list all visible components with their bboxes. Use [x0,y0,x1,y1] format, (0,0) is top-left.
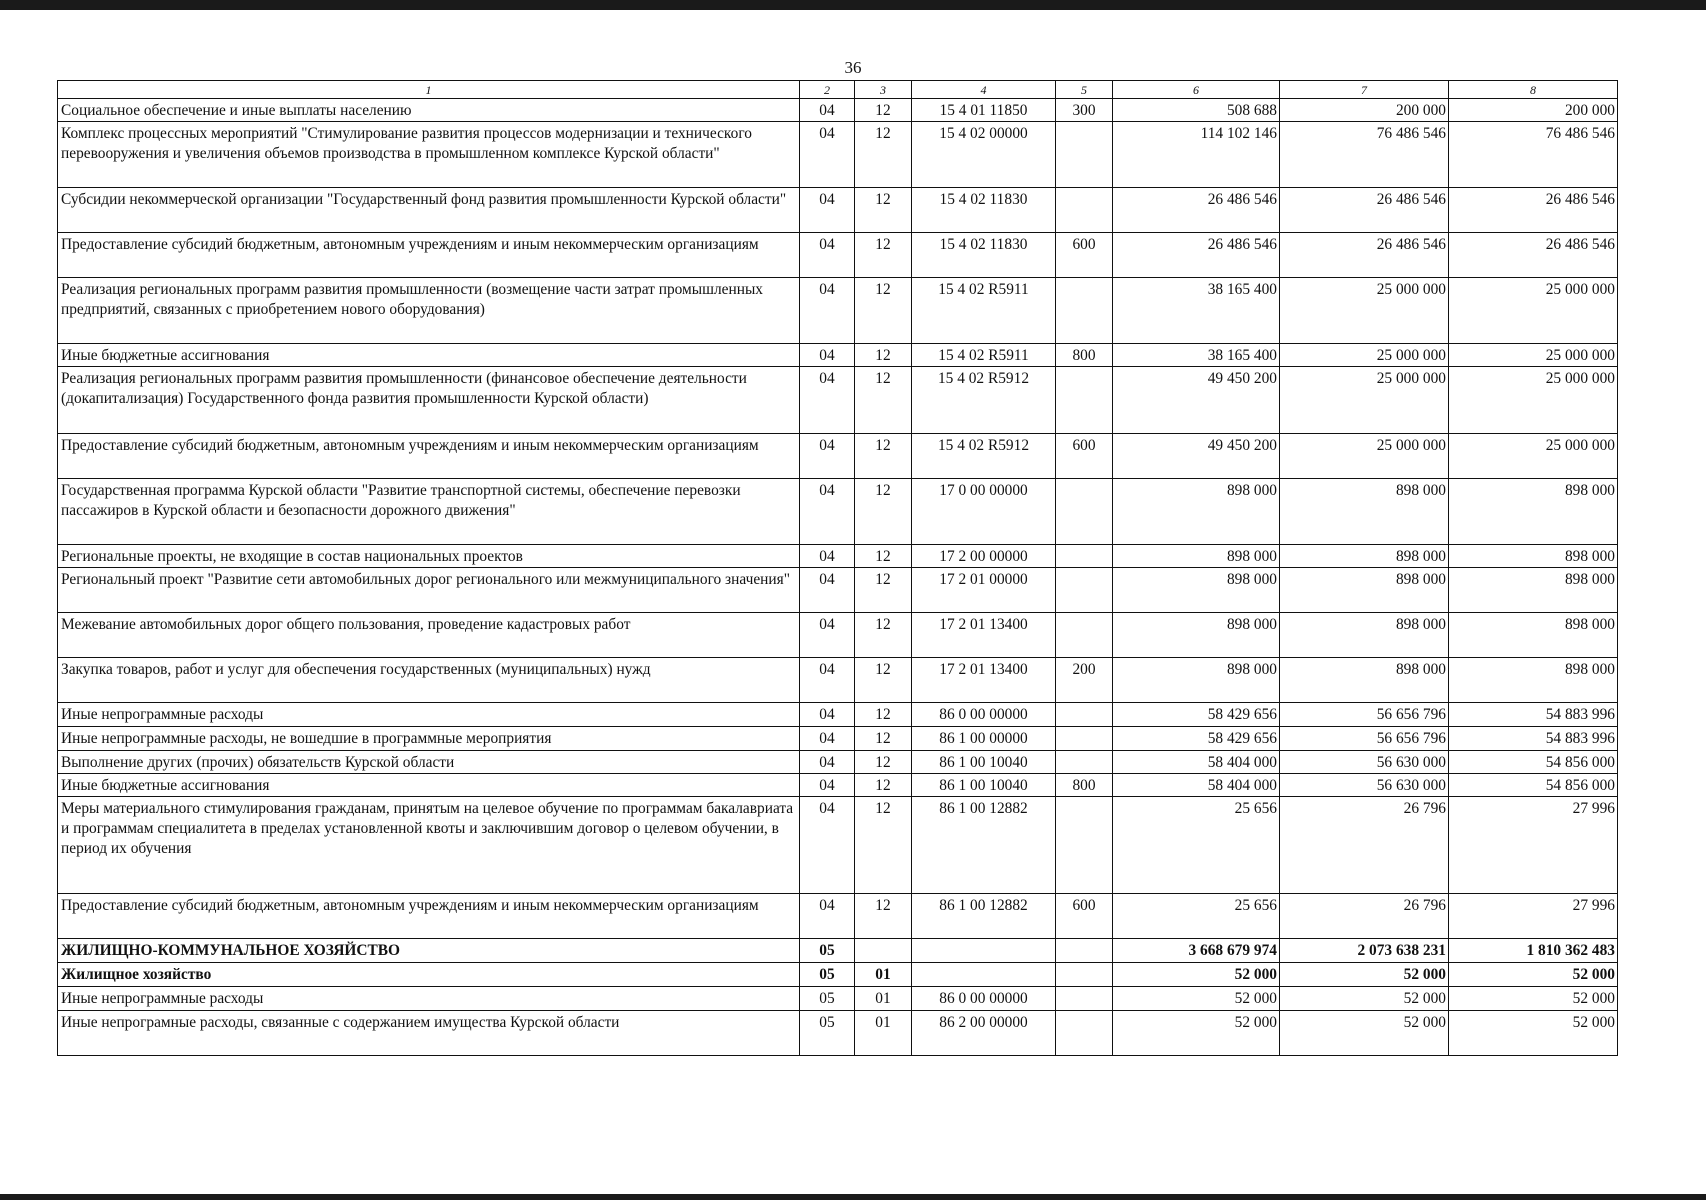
table-row [58,568,1618,613]
amount-col-6-cell: 898 000 [1113,613,1280,658]
amount-col-6-cell: 898 000 [1113,568,1280,613]
section-code-cell: 04 [800,545,855,568]
target-article-cell: 17 2 01 13400 [912,613,1056,658]
subsection-code-cell: 12 [855,434,912,479]
expense-type-cell [1056,122,1113,188]
table-row [58,774,1618,797]
row-name-cell: Предоставление субсидий бюджетным, автономным учреждениям и иным некоммерческим организациям [58,434,800,479]
target-article-cell: 15 4 02 R5912 [912,367,1056,434]
expense-type-cell [1056,987,1113,1011]
section-code-cell: 04 [800,278,855,344]
amount-col-8-cell: 26 486 546 [1449,233,1618,278]
amount-col-6-cell: 58 429 656 [1113,727,1280,751]
expense-type-cell [1056,278,1113,344]
amount-col-6-cell: 898 000 [1113,479,1280,545]
amount-col-8-cell: 898 000 [1449,479,1618,545]
amount-col-7-cell: 26 486 546 [1280,188,1449,233]
section-code-cell: 04 [800,751,855,774]
target-article-cell: 86 1 00 10040 [912,751,1056,774]
amount-col-7-cell: 56 656 796 [1280,727,1449,751]
subsection-code-cell: 12 [855,545,912,568]
amount-col-7-cell: 26 486 546 [1280,233,1449,278]
subsection-code-cell [855,939,912,963]
amount-col-8-cell: 27 996 [1449,797,1618,894]
amount-col-7-cell: 25 000 000 [1280,367,1449,434]
section-code-cell: 04 [800,774,855,797]
amount-col-7-cell: 25 000 000 [1280,344,1449,367]
row-name-cell: Предоставление субсидий бюджетным, автономным учреждениям и иным некоммерческим организациям [58,233,800,278]
subsection-code-cell: 12 [855,568,912,613]
scan-edge-top [0,0,1706,10]
row-name-cell: Иные непрограммные расходы [58,987,800,1011]
expense-type-cell [1056,751,1113,774]
subsection-code-cell: 12 [855,278,912,344]
section-code-cell: 04 [800,233,855,278]
header-col-8: 8 [1449,81,1618,99]
target-article-cell: 17 2 01 13400 [912,658,1056,703]
target-article-cell [912,963,1056,987]
header-col-2: 2 [800,81,855,99]
target-article-cell: 15 4 02 R5912 [912,434,1056,479]
row-name-cell: Иные бюджетные ассигнования [58,344,800,367]
row-name-cell: Реализация региональных программ развития промышленности (возмещение части затрат промышленных предприятий, связанных с приобретением нового оборудования) [58,278,800,344]
amount-col-8-cell: 898 000 [1449,658,1618,703]
expense-type-cell: 600 [1056,434,1113,479]
amount-col-7-cell: 200 000 [1280,99,1449,122]
amount-col-8-cell: 52 000 [1449,963,1618,987]
subsection-code-cell: 12 [855,613,912,658]
target-article-cell: 17 2 01 00000 [912,568,1056,613]
amount-col-6-cell: 25 656 [1113,894,1280,939]
amount-col-8-cell: 54 856 000 [1449,774,1618,797]
header-col-3: 3 [855,81,912,99]
amount-col-8-cell: 76 486 546 [1449,122,1618,188]
expense-type-cell: 200 [1056,658,1113,703]
subsection-code-cell: 01 [855,1011,912,1056]
section-code-cell: 04 [800,122,855,188]
table-row [58,1011,1618,1056]
expense-type-cell [1056,727,1113,751]
table-body [58,81,1618,1056]
section-code-cell: 04 [800,797,855,894]
amount-col-8-cell: 27 996 [1449,894,1618,939]
table-row [58,479,1618,545]
amount-col-7-cell: 52 000 [1280,987,1449,1011]
expense-type-cell [1056,479,1113,545]
table-row [58,122,1618,188]
budget-table [57,80,1618,1056]
amount-col-8-cell: 54 856 000 [1449,751,1618,774]
amount-col-7-cell: 25 000 000 [1280,278,1449,344]
target-article-cell: 15 4 02 R5911 [912,278,1056,344]
expense-type-cell: 800 [1056,344,1113,367]
table-row [58,344,1618,367]
amount-col-6-cell: 3 668 679 974 [1113,939,1280,963]
subsection-code-cell: 12 [855,99,912,122]
table-row [58,963,1618,987]
target-article-cell: 86 0 00 00000 [912,987,1056,1011]
table-row [58,545,1618,568]
target-article-cell: 15 4 02 R5911 [912,344,1056,367]
expense-type-cell [1056,188,1113,233]
amount-col-8-cell: 25 000 000 [1449,434,1618,479]
row-name-cell: Иные непрограмные расходы, связанные с содержанием имущества Курской области [58,1011,800,1056]
expense-type-cell [1056,545,1113,568]
section-code-cell: 04 [800,367,855,434]
target-article-cell: 86 1 00 12882 [912,797,1056,894]
section-code-cell: 04 [800,894,855,939]
row-name-cell: Комплекс процессных мероприятий "Стимулирование развития процессов модернизации и технического перевооружения и увеличения объемов производства в промышленном комплексе Курской области" [58,122,800,188]
section-code-cell: 05 [800,939,855,963]
header-col-4: 4 [912,81,1056,99]
subsection-code-cell: 12 [855,188,912,233]
section-code-cell: 04 [800,188,855,233]
header-col-1: 1 [58,81,800,99]
subsection-code-cell: 12 [855,233,912,278]
target-article-cell: 86 2 00 00000 [912,1011,1056,1056]
target-article-cell: 17 2 00 00000 [912,545,1056,568]
expense-type-cell [1056,1011,1113,1056]
amount-col-8-cell: 25 000 000 [1449,344,1618,367]
amount-col-6-cell: 26 486 546 [1113,188,1280,233]
table-row [58,703,1618,727]
page-number: 36 [844,58,862,77]
amount-col-8-cell: 52 000 [1449,1011,1618,1056]
expense-type-cell [1056,613,1113,658]
subsection-code-cell: 12 [855,774,912,797]
table-row [58,434,1618,479]
table-row [58,751,1618,774]
table-row [58,99,1618,122]
header-col-7: 7 [1280,81,1449,99]
section-code-cell: 04 [800,568,855,613]
amount-col-7-cell: 898 000 [1280,479,1449,545]
header-col-6: 6 [1113,81,1280,99]
amount-col-6-cell: 58 429 656 [1113,703,1280,727]
row-name-cell: Предоставление субсидий бюджетным, автономным учреждениям и иным некоммерческим организациям [58,894,800,939]
target-article-cell: 15 4 02 00000 [912,122,1056,188]
section-code-cell: 04 [800,479,855,545]
row-name-cell: Закупка товаров, работ и услуг для обеспечения государственных (муниципальных) нужд [58,658,800,703]
expense-type-cell [1056,568,1113,613]
scan-edge-bottom [0,1194,1706,1200]
expense-type-cell [1056,939,1113,963]
target-article-cell [912,939,1056,963]
row-name-cell: Иные непрограммные расходы, не вошедшие в программные мероприятия [58,727,800,751]
section-code-cell: 04 [800,99,855,122]
expense-type-cell [1056,963,1113,987]
subsection-code-cell: 12 [855,727,912,751]
table-row [58,233,1618,278]
row-name-cell: Социальное обеспечение и иные выплаты населению [58,99,800,122]
row-name-cell: Государственная программа Курской области "Развитие транспортной системы, обеспечение перевозки пассажиров в Курской области и безопасности дорожного движения" [58,479,800,545]
target-article-cell: 17 0 00 00000 [912,479,1056,545]
subsection-code-cell: 01 [855,987,912,1011]
table-row [58,188,1618,233]
amount-col-7-cell: 56 630 000 [1280,774,1449,797]
target-article-cell: 86 1 00 12882 [912,894,1056,939]
table-row [58,613,1618,658]
row-name-cell: Иные бюджетные ассигнования [58,774,800,797]
amount-col-7-cell: 898 000 [1280,568,1449,613]
amount-col-6-cell: 38 165 400 [1113,278,1280,344]
row-name-cell: Региональный проект "Развитие сети автомобильных дорог регионального или межмуниципального значения" [58,568,800,613]
amount-col-8-cell: 25 000 000 [1449,278,1618,344]
subsection-code-cell: 12 [855,658,912,703]
subsection-code-cell: 12 [855,703,912,727]
target-article-cell: 86 1 00 00000 [912,727,1056,751]
amount-col-6-cell: 25 656 [1113,797,1280,894]
subsection-code-cell: 12 [855,122,912,188]
amount-col-6-cell: 52 000 [1113,963,1280,987]
amount-col-7-cell: 898 000 [1280,658,1449,703]
row-name-cell: Иные непрограммные расходы [58,703,800,727]
amount-col-8-cell: 25 000 000 [1449,367,1618,434]
amount-col-6-cell: 49 450 200 [1113,367,1280,434]
target-article-cell: 86 1 00 10040 [912,774,1056,797]
amount-col-8-cell: 52 000 [1449,987,1618,1011]
table-row [58,658,1618,703]
amount-col-6-cell: 58 404 000 [1113,774,1280,797]
amount-col-8-cell: 898 000 [1449,613,1618,658]
amount-col-7-cell: 56 630 000 [1280,751,1449,774]
row-name-cell: Меры материального стимулирования гражданам, принятым на целевое обучение по программам бакалавриата и программам специалитета в пределах установленной квоты и заключившим договор о целевом обучении, в период их обучения [58,797,800,894]
amount-col-8-cell: 54 883 996 [1449,727,1618,751]
expense-type-cell: 300 [1056,99,1113,122]
section-code-cell: 04 [800,727,855,751]
section-code-cell: 04 [800,344,855,367]
target-article-cell: 86 0 00 00000 [912,703,1056,727]
amount-col-6-cell: 26 486 546 [1113,233,1280,278]
table-row [58,987,1618,1011]
table-row [58,939,1618,963]
amount-col-6-cell: 508 688 [1113,99,1280,122]
amount-col-7-cell: 76 486 546 [1280,122,1449,188]
subsection-code-cell: 12 [855,751,912,774]
subsection-code-cell: 01 [855,963,912,987]
amount-col-6-cell: 898 000 [1113,658,1280,703]
section-code-cell: 05 [800,1011,855,1056]
amount-col-8-cell: 1 810 362 483 [1449,939,1618,963]
section-code-cell: 04 [800,658,855,703]
row-name-cell: Субсидии некоммерческой организации "Государственный фонд развития промышленности Курской области" [58,188,800,233]
amount-col-7-cell: 898 000 [1280,613,1449,658]
table-row [58,797,1618,894]
amount-col-6-cell: 114 102 146 [1113,122,1280,188]
table-row [58,367,1618,434]
row-name-cell: Выполнение других (прочих) обязательств Курской области [58,751,800,774]
row-name-cell: Жилищное хозяйство [58,963,800,987]
amount-col-7-cell: 52 000 [1280,1011,1449,1056]
row-name-cell: Реализация региональных программ развития промышленности (финансовое обеспечение деятельности (докапитализация) Государственного фонда развития промышленности Курской области) [58,367,800,434]
amount-col-6-cell: 38 165 400 [1113,344,1280,367]
row-name-cell: Межевание автомобильных дорог общего пользования, проведение кадастровых работ [58,613,800,658]
row-name-cell: Региональные проекты, не входящие в состав национальных проектов [58,545,800,568]
target-article-cell: 15 4 01 11850 [912,99,1056,122]
section-code-cell: 05 [800,963,855,987]
expense-type-cell: 600 [1056,233,1113,278]
subsection-code-cell: 12 [855,894,912,939]
amount-col-6-cell: 58 404 000 [1113,751,1280,774]
row-name-cell: ЖИЛИЩНО-КОММУНАЛЬНОЕ ХОЗЯЙСТВО [58,939,800,963]
table-row [58,727,1618,751]
amount-col-6-cell: 898 000 [1113,545,1280,568]
amount-col-7-cell: 56 656 796 [1280,703,1449,727]
amount-col-6-cell: 49 450 200 [1113,434,1280,479]
header-col-5: 5 [1056,81,1113,99]
expense-type-cell [1056,703,1113,727]
table-row [58,894,1618,939]
amount-col-7-cell: 25 000 000 [1280,434,1449,479]
subsection-code-cell: 12 [855,797,912,894]
expense-type-cell: 800 [1056,774,1113,797]
amount-col-8-cell: 200 000 [1449,99,1618,122]
subsection-code-cell: 12 [855,367,912,434]
amount-col-7-cell: 898 000 [1280,545,1449,568]
amount-col-7-cell: 2 073 638 231 [1280,939,1449,963]
amount-col-8-cell: 54 883 996 [1449,703,1618,727]
amount-col-7-cell: 52 000 [1280,963,1449,987]
amount-col-8-cell: 26 486 546 [1449,188,1618,233]
section-code-cell: 05 [800,987,855,1011]
amount-col-8-cell: 898 000 [1449,568,1618,613]
target-article-cell: 15 4 02 11830 [912,233,1056,278]
amount-col-6-cell: 52 000 [1113,987,1280,1011]
table-row [58,278,1618,344]
subsection-code-cell: 12 [855,344,912,367]
amount-col-8-cell: 898 000 [1449,545,1618,568]
amount-col-7-cell: 26 796 [1280,797,1449,894]
target-article-cell: 15 4 02 11830 [912,188,1056,233]
expense-type-cell [1056,367,1113,434]
section-code-cell: 04 [800,434,855,479]
expense-type-cell [1056,797,1113,894]
section-code-cell: 04 [800,613,855,658]
subsection-code-cell: 12 [855,479,912,545]
amount-col-7-cell: 26 796 [1280,894,1449,939]
section-code-cell: 04 [800,703,855,727]
amount-col-6-cell: 52 000 [1113,1011,1280,1056]
column-number-header-row [58,81,1618,99]
expense-type-cell: 600 [1056,894,1113,939]
